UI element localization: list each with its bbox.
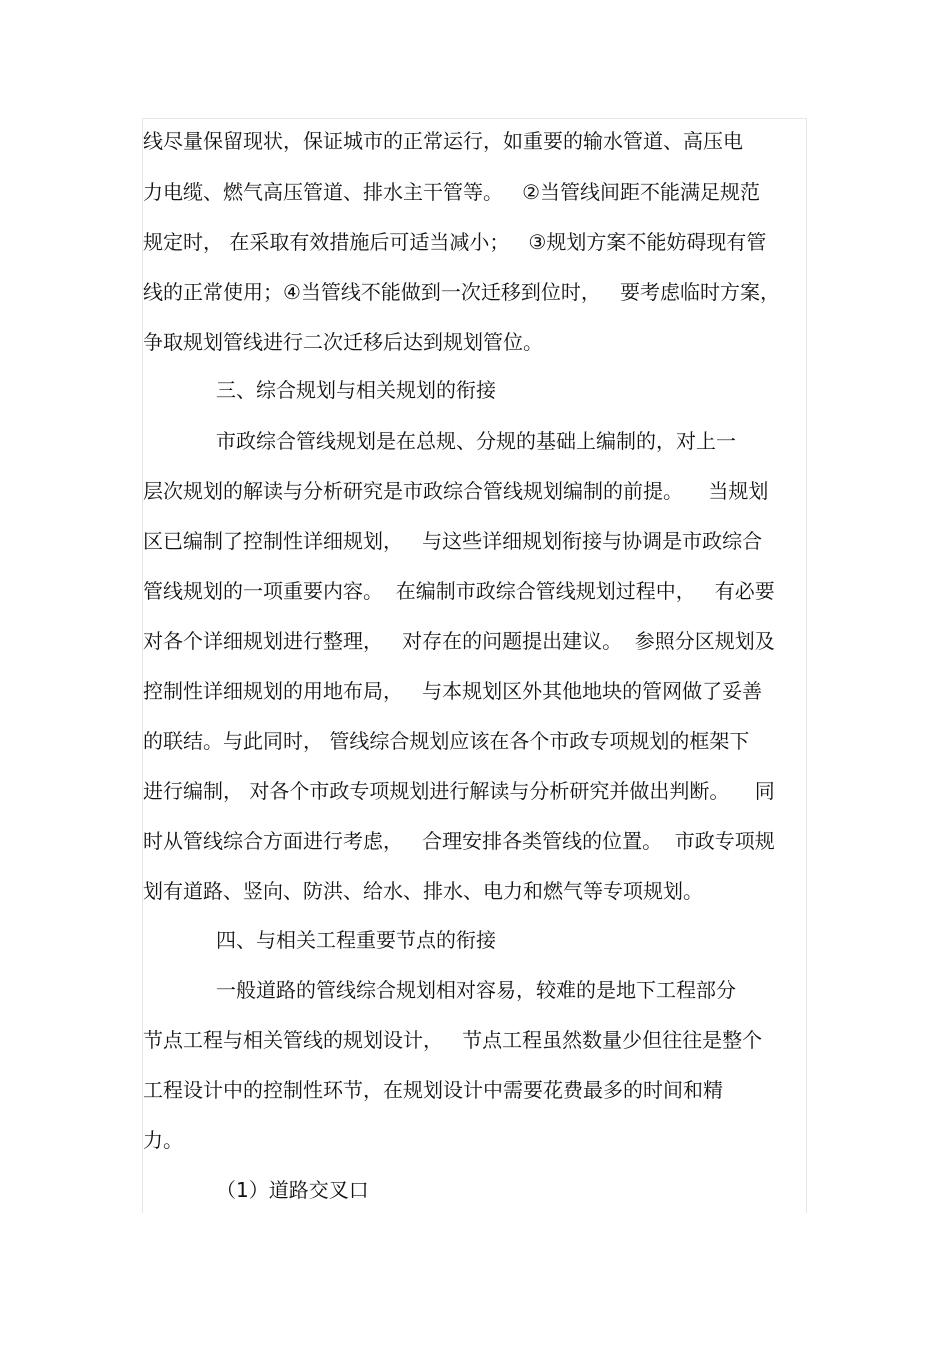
paragraph-line: 的联结。与此同时， 管线综合规划应该在各个市政专项规划的框架下	[143, 729, 750, 753]
paragraph-line: 控制性详细规划的用地布局， 与本规划区外其他地块的管网做了妥善	[143, 679, 763, 703]
section-heading: 三、综合规划与相关规划的衔接	[216, 378, 496, 402]
paragraph-line: 节点工程与相关管线的规划设计， 节点工程虽然数量少但往往是整个	[143, 1028, 763, 1052]
paragraph-line: 时从管线综合方面进行考虑， 合理安排各类管线的位置。 市政专项规	[143, 829, 775, 853]
paragraph-line: 对各个详细规划进行整理， 对存在的问题提出建议。 参照分区规划及	[143, 629, 775, 653]
paragraph-line: 规定时， 在采取有效措施后可适当减小； ③规划方案不能妨碍现有管	[143, 230, 767, 254]
paragraph-line: 划有道路、竖向、防洪、给水、排水、电力和燃气等专项规划。	[143, 879, 703, 903]
paragraph-line: 层次规划的解读与分析研究是市政综合管线规划编制的前提。 当规划	[143, 479, 769, 503]
paragraph-line: 工程设计中的控制性环节，在规划设计中需要花费最多的时间和精	[143, 1078, 723, 1102]
paragraph-line: 力电缆、燃气高压管道、排水主干管等。 ②当管线间距不能满足规范	[143, 180, 761, 204]
paragraph-line: 管线规划的一项重要内容。 在编制市政综合管线规划过程中， 有必要	[143, 579, 775, 603]
paragraph-line: 进行编制， 对各个市政专项规划进行解读与分析研究并做出判断。 同	[143, 779, 775, 803]
paragraph-line: 争取规划管线进行二次迁移后达到规划管位。	[143, 330, 543, 354]
paragraph-line: 一般道路的管线综合规划相对容易，较难的是地下工程部分	[216, 978, 736, 1002]
paragraph-line: 线尽量保留现状，保证城市的正常运行，如重要的输水管道、高压电	[143, 129, 743, 153]
section-heading: 四、与相关工程重要节点的衔接	[216, 928, 496, 952]
paragraph-line: 区已编制了控制性详细规划， 与这些详细规划衔接与协调是市政综合	[143, 529, 763, 553]
subsection-heading: （1）道路交叉口	[216, 1178, 369, 1202]
paragraph-line: 线的正常使用；④当管线不能做到一次迁移到位时， 要考虑临时方案，	[143, 280, 781, 304]
paragraph-line: 市政综合管线规划是在总规、分规的基础上编制的，对上一	[216, 429, 736, 453]
paragraph-line: 力。	[143, 1128, 183, 1152]
